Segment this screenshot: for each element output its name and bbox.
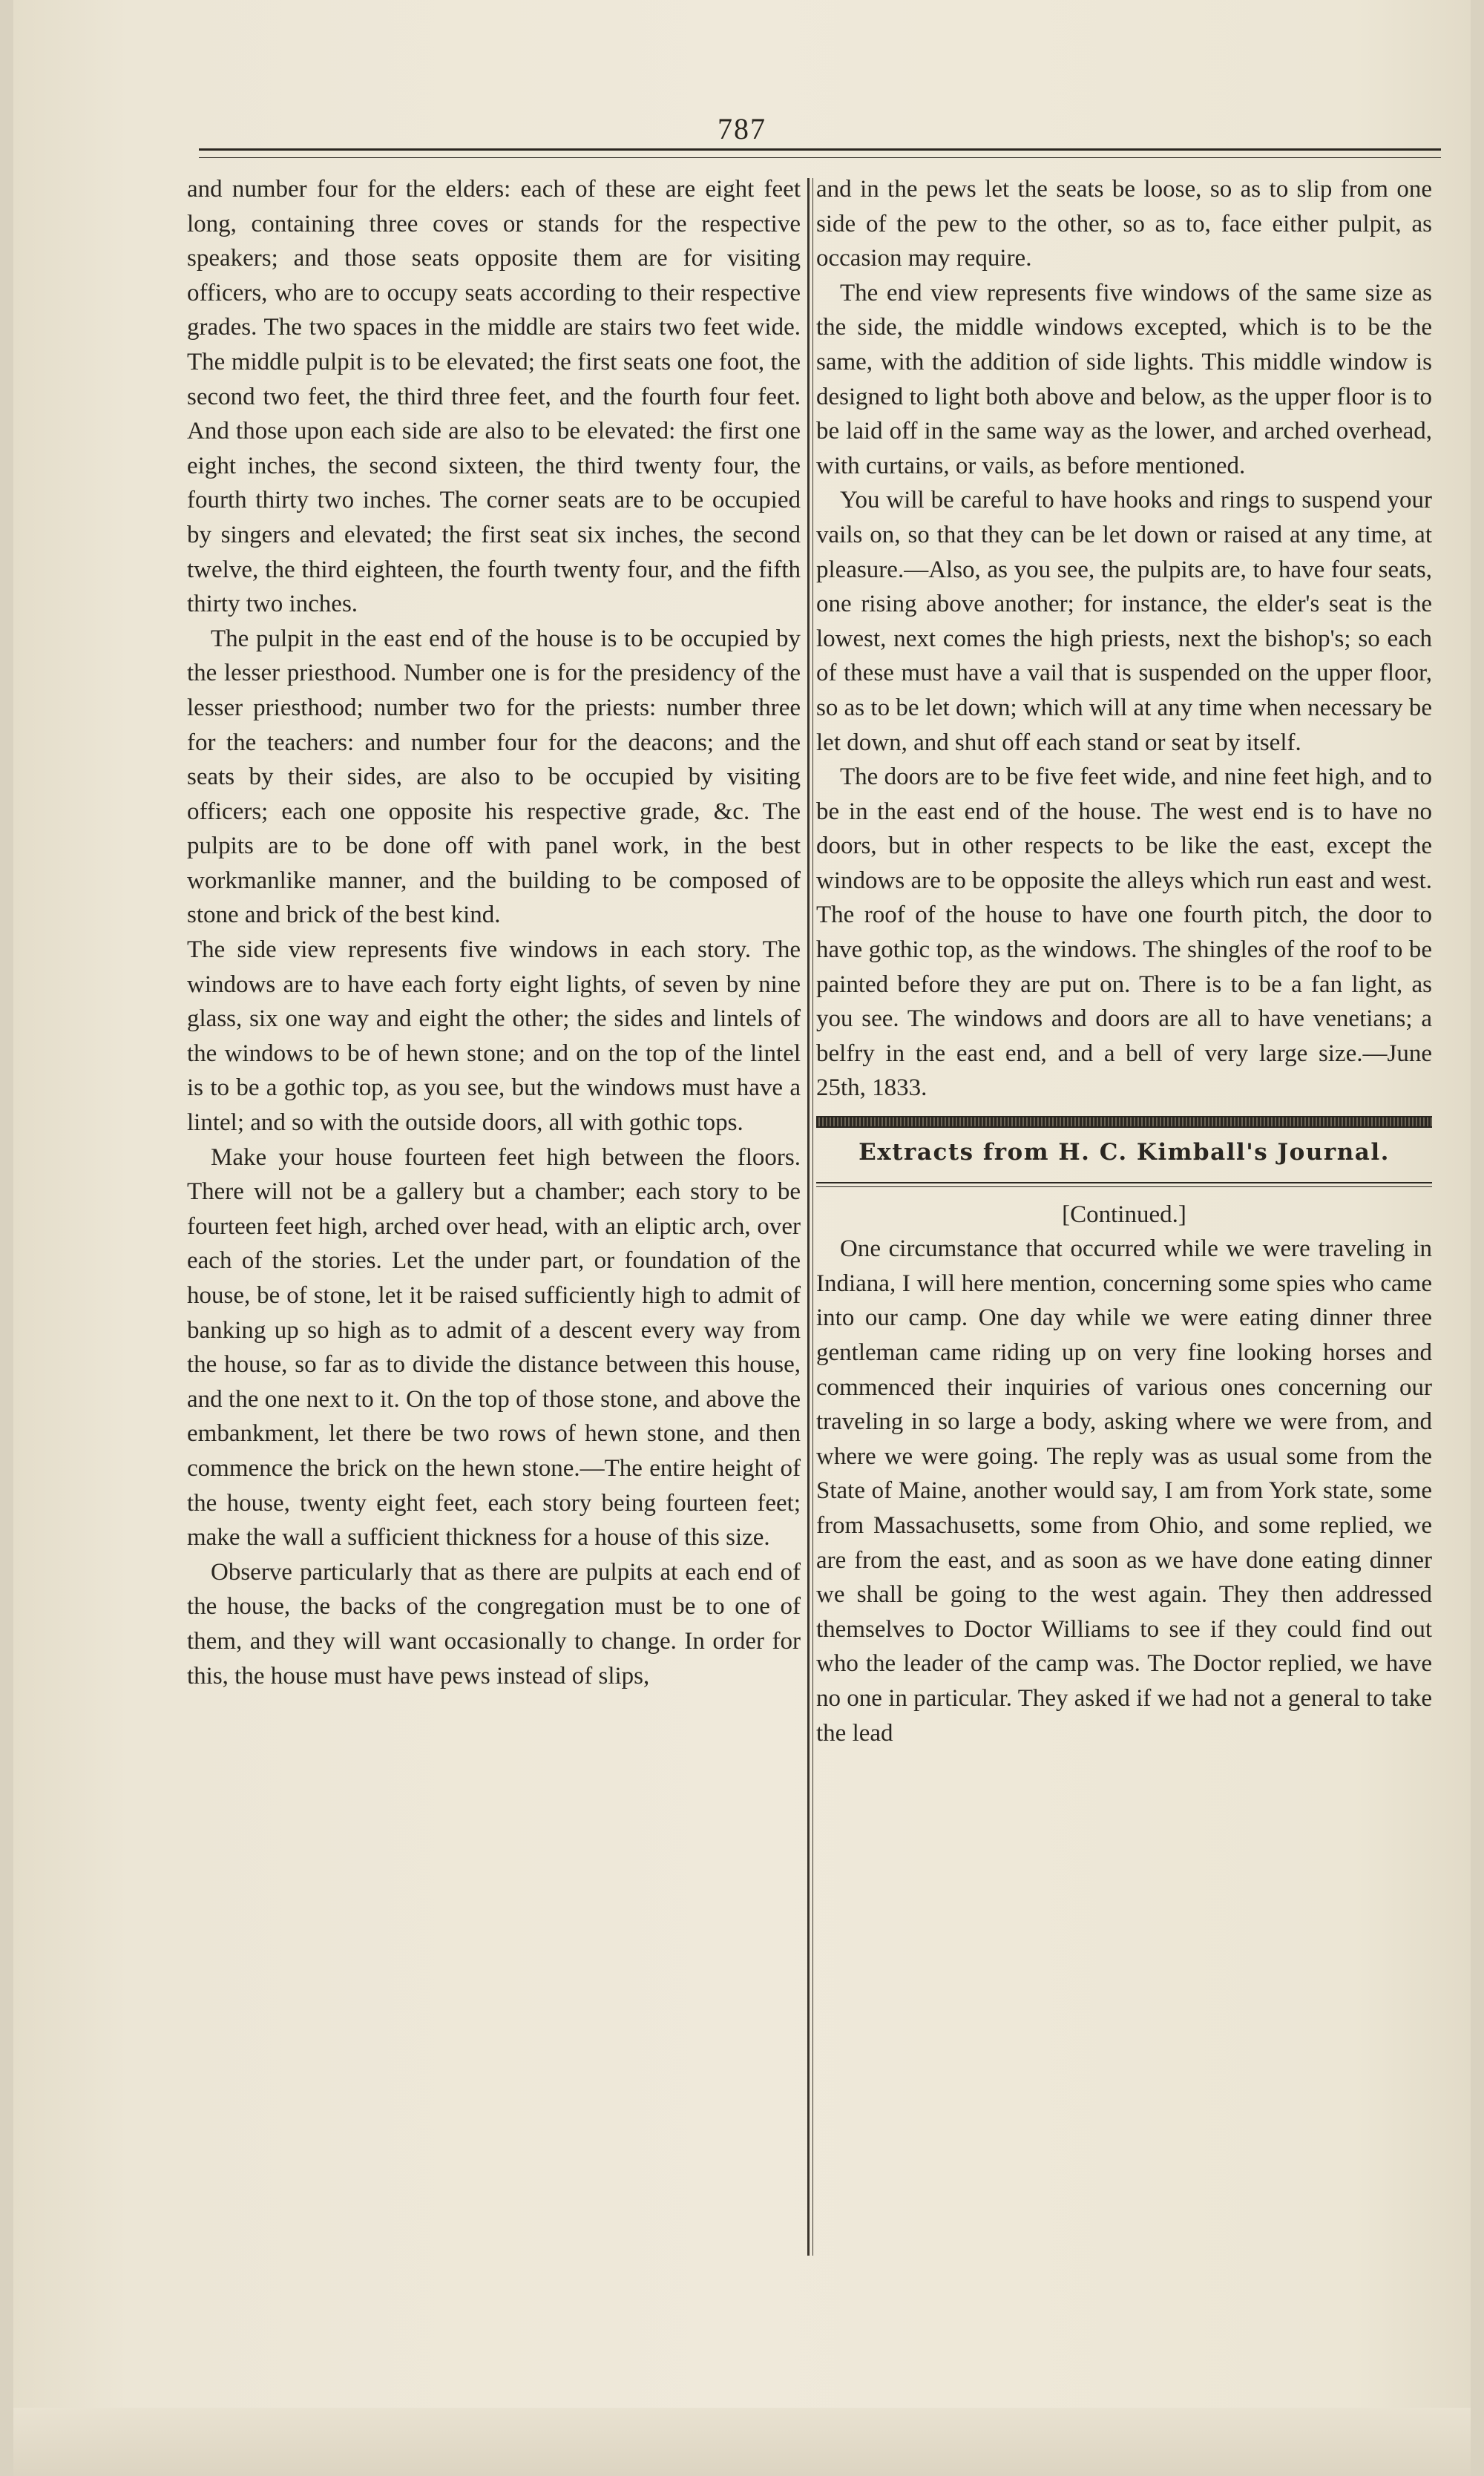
- page-bottom-margin: [13, 2408, 1471, 2476]
- right-column: [816, 172, 1432, 1750]
- paragraph: You will be careful to have hooks and rings to suspend your vails on, so that they can be let down or raised at any time, at pleasure.—Also, as you see, the pulpits are, to have four seats, one rising above another; for instance, the elder's seat is the lowest, next comes the high priests, next the bishop's; so each of these must have a vail that is suspended on the upper floor, so as to be let down; which will at any time when necessary be let down, and shut off each stand or seat by itself.: [816, 487, 1432, 756]
- column-divider-thin: [812, 178, 813, 2256]
- header-rule: [199, 148, 1441, 151]
- paragraph: The side view represents five windows in each story. The windows are to have each forty eight lights, of seven by nine glass, six one way and eight the other; the sides and lintels of the windows to be of hewn stone; and on the top of the lintel is to be a gothic top, as you see, but the windows must have a lintel; and so with the outside doors, all with gothic tops.: [187, 936, 801, 1137]
- section-ornament-rule: [816, 1116, 1432, 1128]
- paragraph: The pulpit in the east end of the house is to be occupied by the lesser priesthood. Number one is for the presidency of the lesser priesthood; number two for the priests: number three for the teachers: and number four for the deacons; and the seats by their sides, are also to be occupied by visiting officers; each one opposite his respective grade, &c. The pulpits are to be done off with panel work, in the best workmanlike manner, and the building to be composed of stone and brick of the best kind.: [187, 625, 801, 929]
- paragraph: One circumstance that occurred while we were traveling in Indiana, I will here mention, concerning some spies who came into our camp. One day while we were eating dinner three gentleman came riding up on very fine looking horses and commenced their inquiries of various ones concerning our traveling in so large a body, asking where we were from, and where we were going. The reply was as usual some from the State of Maine, another would say, I am from York state, some from Massachusetts, some from Ohio, and some replied, we are from the east, and as soon as we have done eating dinner we shall be going to the west again. They then addressed themselves to Doctor Williams to see if they could find out who the leader of the camp was. The Doctor replied, we have no one in particular. They asked if we had not a general to take the lead: [816, 1235, 1432, 1747]
- header-rule-thin: [199, 157, 1441, 158]
- paragraph: and number four for the elders: each of these are eight feet long, containing three coves or stands for the respective speakers; and those seats opposite them are for visiting officers, who are to occupy seats according to their respective grades. The two spaces in the middle are stairs two feet wide. The middle pulpit is to be elevated; the first seats one foot, the second two feet, the third three feet, and the fourth four feet. And those upon each side are also to be elevated: the first one eight inches, the second sixteen, the third twenty four, the fourth thirty two inches. The corner seats are to be occupied by singers and elevated; the first seat six inches, the second twelve, the third eighteen, the fourth twenty four, and the fifth thirty two inches.: [187, 176, 801, 618]
- column-divider: [807, 178, 810, 2256]
- page-number: 787: [718, 112, 766, 145]
- left-column: [187, 172, 801, 1693]
- paragraph: Make your house fourteen feet high between the floors. There will not be a gallery but a chamber; each story to be fourteen feet high, arched over head, with an eliptic arch, over each of the stories. Let the under part, or foundation of the house, be of stone, let it be raised sufficiently high to admit of banking up so high as to admit of a descent every way from the house, so far as to divide the distance between this house, and the one next to it. On the top of those stone, and above the embankment, let there be two rows of hewn stone, and then commence the brick on the hewn stone.—The entire height of the house, twenty eight feet, each story being fourteen feet; make the wall a sufficient thickness for a house of this size.: [187, 1143, 801, 1551]
- paragraph: Observe particularly that as there are pulpits at each end of the house, the backs of the congregation must be to one of them, and they will want occasionally to change. In order for this, the house must have pews instead of slips,: [187, 1558, 801, 1689]
- paragraph: The doors are to be five feet wide, and nine feet high, and to be in the east end of the house. The west end is to have no doors, but in other respects to be like the east, except the windows are to be opposite the alleys which run east and west. The roof of the house to have one fourth pitch, the door to have gothic top, as the windows. The shingles of the roof to be painted before they are put on. There is to be a fan light, as you see. The windows and doors are all to have venetians; a belfry in the east end, and a bell of very large size.—June 25th, 1833.: [816, 764, 1432, 1102]
- newspaper-page: [13, 0, 1471, 2476]
- continued-label: [Continued.]: [1062, 1201, 1186, 1228]
- section-rule: [816, 1182, 1432, 1183]
- section-title: Extracts from H. C. Kimball's Journal.: [858, 1139, 1390, 1166]
- section-rule-thin: [816, 1186, 1432, 1187]
- paragraph: The end view represents five windows of the same size as the side, the middle windows excepted, which is to be the same, with the addition of side lights. This middle window is designed to light both above and below, as the upper floor is to be laid off in the same way as the lower, and arched overhead, with curtains, or vails, as before mentioned.: [816, 279, 1432, 479]
- paragraph: and in the pews let the seats be loose, so as to slip from one side of the pew to the other, so as to, face either pulpit, as occasion may require.: [816, 176, 1432, 272]
